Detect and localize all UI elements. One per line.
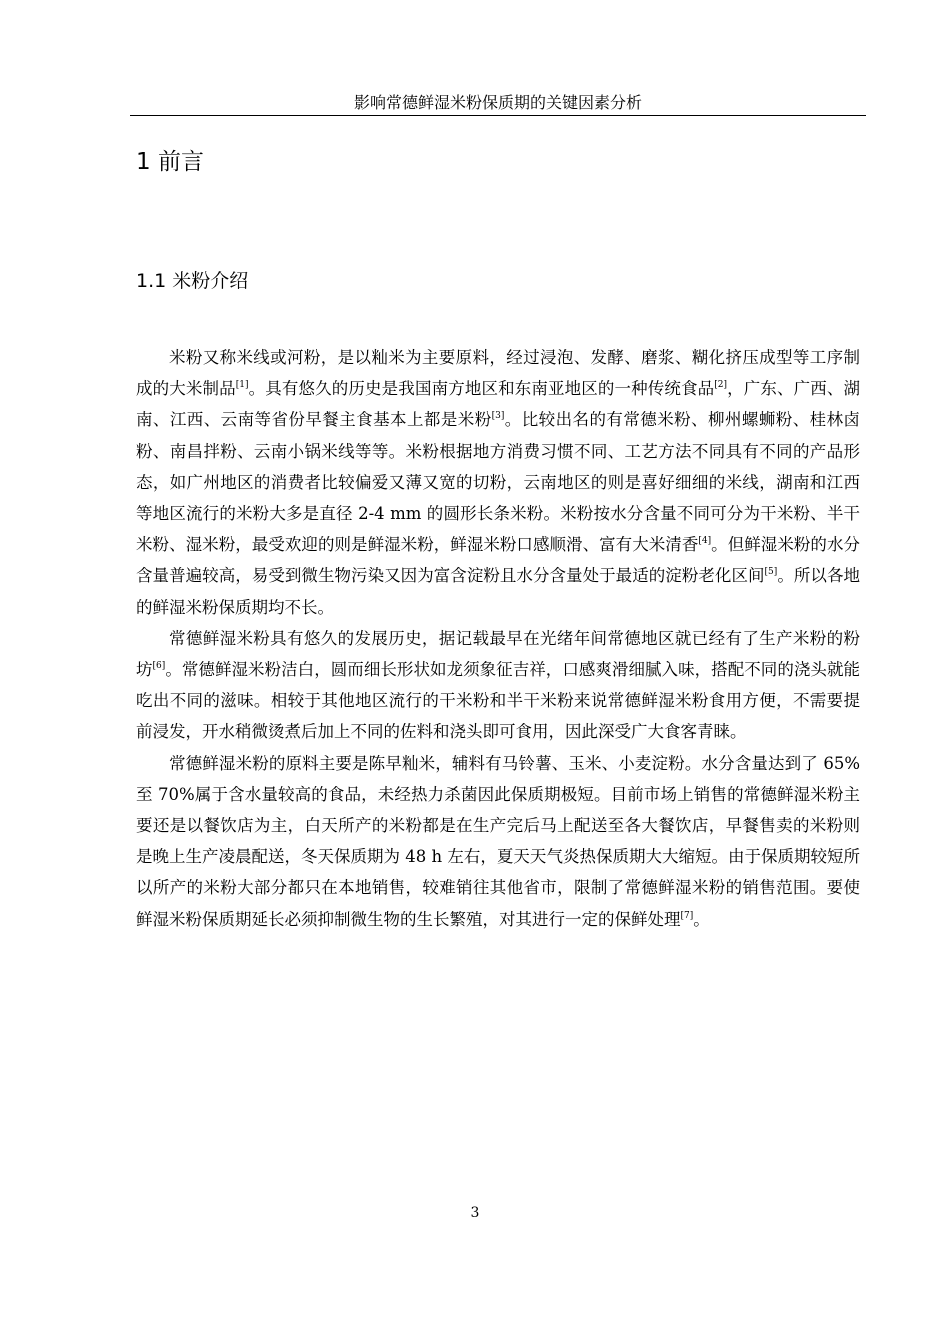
text-run: ，广东、广西、湖南、江西、云南等省份早餐主食基本上都是米粉 [136,379,861,430]
citation-ref: [6] [152,661,166,672]
text-run: 。具有悠久的历史是我国南方地区和东南亚地区的一种传统食品 [248,379,715,399]
text-run: 。 [693,909,710,929]
text-run: 。但鲜湿米粉的水分含量普遍较高，易受到微生物污染又因为富含淀粉且水分含量处于最适的淀粉老化区间 [136,535,861,586]
text-run: 。比较出名的有常德米粉、柳州螺蛳粉、桂林卤粉、南昌拌粉、云南小锅米线等等。米粉根据地方消费习惯不同、工艺方法不同具有不同的产品形态，如广州地区的消费者比较偏爱又薄又宽的切粉，云南地区的则是喜好细细的米线，湖南和江西等地区流行的米粉大多是直径 2-4 mm 的圆形长条米粉。米粉按水分含量不同可分为干米粉、半干米粉、湿米粉，最受欢迎的则是鲜湿米粉，鲜湿米粉口感顺滑、富有大米清香 [136,410,861,555]
citation-ref: [4] [698,536,712,547]
text-run: 常德鲜湿米粉具有悠久的发展历史，据记载最早在光绪年间常德地区就已经有了生产米粉的粉坊 [136,628,860,680]
citation-ref: [3] [491,411,505,422]
subsection-heading: 1.1 米粉介绍 [136,270,249,292]
text-run: 米粉又称米线或河粉，是以籼米为主要原料，经过浸泡、发酵、磨浆、糊化挤压成型等工序制成的大米制品 [136,348,860,399]
section-heading: 1 前言 [136,149,204,175]
citation-ref: [1] [235,380,249,391]
citation-ref: [5] [764,567,778,578]
text-run: 。所以各地的鲜湿米粉保质期均不长。 [136,566,861,617]
body-text [136,342,860,935]
paragraph [136,342,860,623]
text-run: 常德鲜湿米粉的原料主要是陈早籼米，辅料有马铃薯、玉米、小麦淀粉。水分含量达到了 65%至 70%属于含水量较高的食品，未经热力杀菌因此保质期极短。目前市场上销售的常德鲜湿米粉主要还是以餐饮店为主，白天所产的米粉都是在生产完后马上配送至各大餐饮店，早餐售卖的米粉则是晚上生产凌晨配送，冬天保质期为 48 h 左右，夏天天气炎热保质期大大缩短。由于保质期较短所以所产的米粉大部分都只在本地销售，较难销往其他省市，限制了常德鲜湿米粉的销售范围。要使鲜湿米粉保质期延长必须抑制微生物的生长繁殖，对其进行一定的保鲜处理 [136,753,860,929]
text-run: 。常德鲜湿米粉洁白，圆而细长形状如龙须象征吉祥，口感爽滑细腻入味，搭配不同的浇头就能吃出不同的滋味。相较于其他地区流行的干米粉和半干米粉来说常德鲜湿米粉食用方便，不需要提前浸发，开水稍微烫煮后加上不同的佐料和浇头即可食用，因此深受广大食客青睐。 [136,660,861,742]
header-rule [130,115,866,116]
citation-ref: [2] [714,380,727,391]
page-number: 3 [470,1205,480,1221]
running-header: 影响常德鲜湿米粉保质期的关键因素分析 [353,93,642,112]
paragraph [136,748,860,935]
paragraph [136,623,860,748]
citation-ref: [7] [680,910,694,921]
